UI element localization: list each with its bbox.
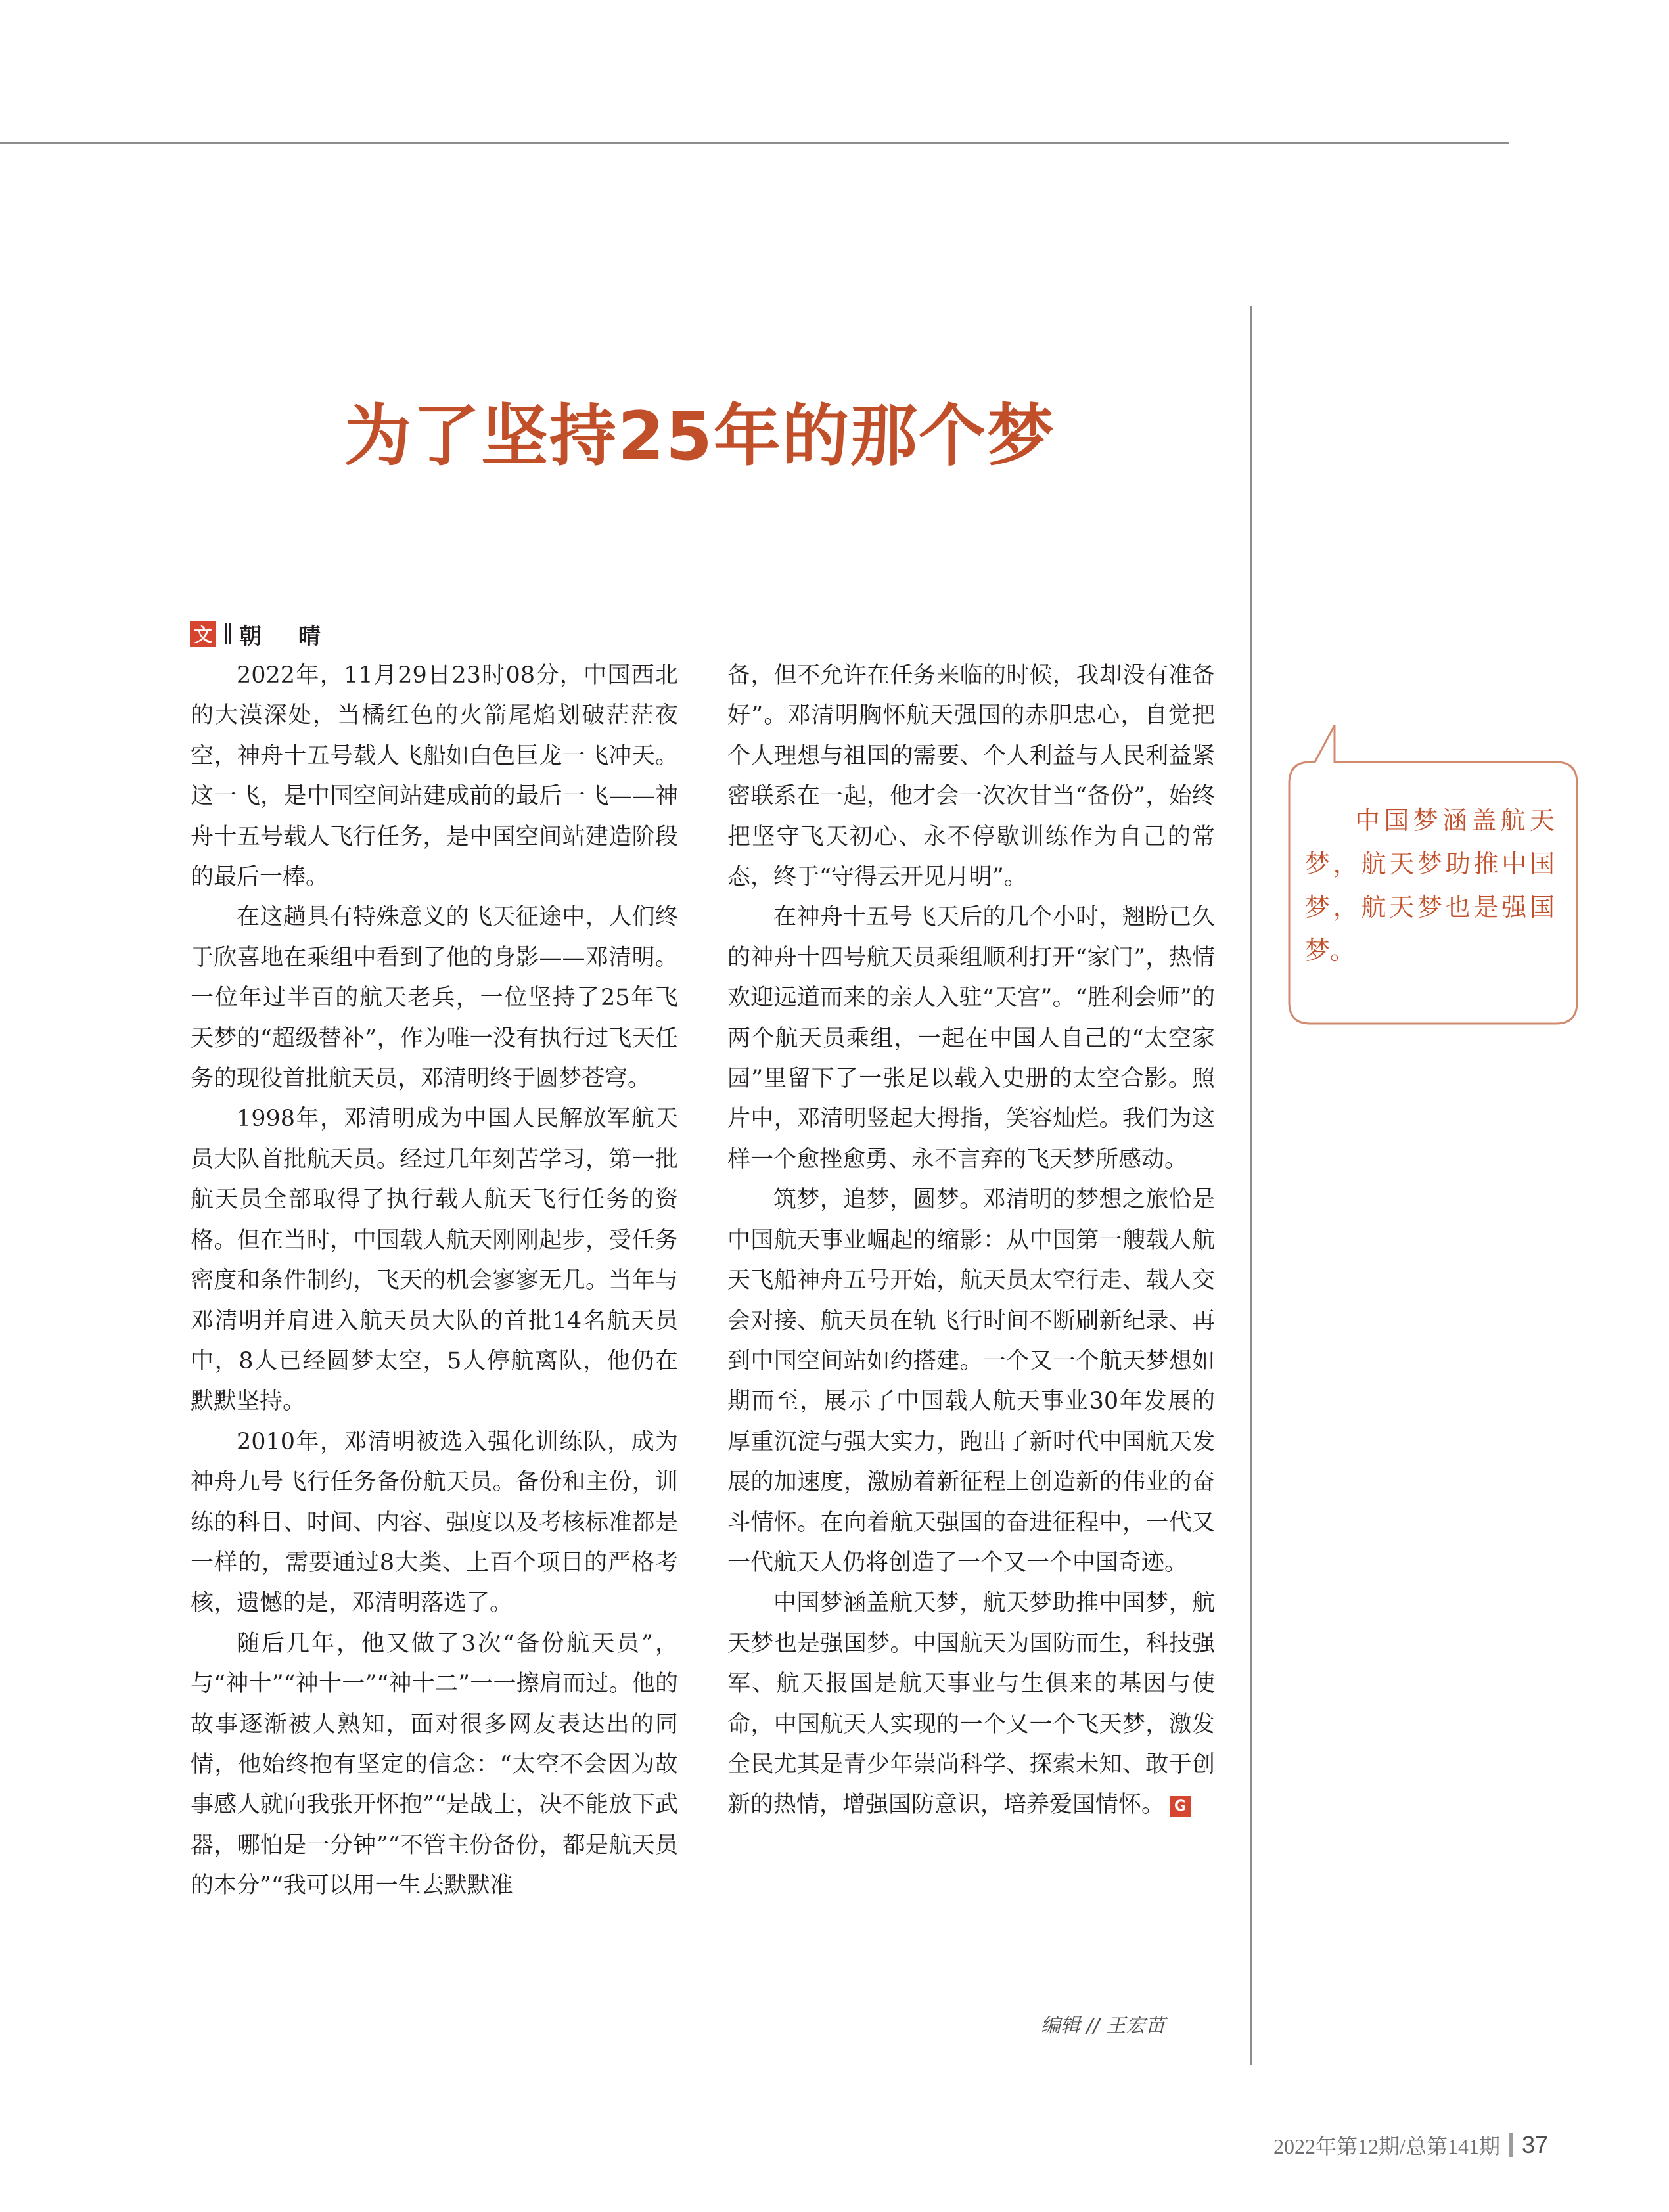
paragraph-final (727, 1583, 1215, 1825)
paragraph-continued: 备，但不允许在任务来临的时候，我却没有准备好”。邓清明胸怀航天强国的赤胆忠心，自觉把个人理想与祖国的需要、个人利益与人民利益紧密联系在一起，他才会一次次甘当“备份”，始终把坚守飞天初心、永不停歇训练作为自己的常态，终于“守得云开见月明”。 (727, 662, 1215, 891)
paragraph: 随后几年，他又做了3次“备份航天员”，与“神十”“神十一”“神十二”一一擦肩而过。他的故事逐渐被人熟知，面对很多网友表达出的同情，他始终抱有坚定的信念：“太空不会因为故事感人就向我张开怀抱”“是战士，决不能放下武器，哪怕是一分钟”“不管主份备份，都是航天员的本分”“我可以用一生去默默准 (191, 1630, 678, 1899)
folio (1273, 2130, 1548, 2160)
issue-info: 2022年第12期/总第141期 (1273, 2134, 1500, 2158)
paragraph: 2010年，邓清明被选入强化训练队，成为神舟九号飞行任务备份航天员。备份和主份，训练的科目、时间、内容、强度以及考核标准都是一样的，需要通过8大类、上百个项目的严格考核，遗憾的是，邓清明落选了。 (191, 1428, 678, 1617)
paragraph: 在神舟十五号飞天后的几个小时，翘盼已久的神舟十四号航天员乘组顺利打开“家门”，热情欢迎远道而来的亲人入驻“天宫”。“胜利会师”的两个航天员乘组，一起在中国人自己的“太空家园”里留下了一张足以载入史册的太空合影。照片中，邓清明竖起大拇指，笑容灿烂。我们为这样一个愈挫愈勇、永不言弃的飞天梦所感动。 (727, 904, 1215, 1173)
page-number: 37 (1521, 2131, 1548, 2158)
editor-credit: 编辑 // 王宏苗 (1041, 2014, 1166, 2037)
author-name: 朝 晴 (239, 623, 335, 650)
byline-mark-icon: 文 (190, 621, 216, 647)
paragraph: 2022年，11月29日23时08分，中国西北的大漠深处，当橘红色的火箭尾焰划破茫茫夜空，神舟十五号载人飞船如白色巨龙一飞冲天。这一飞，是中国空间站建成前的最后一飞——神舟十五号载人飞行任务，是中国空间站建造阶段的最后一棒。 (191, 662, 678, 891)
article-title: 为了坚持25年的那个梦 (344, 397, 1055, 476)
end-mark-icon: G (1170, 1796, 1191, 1817)
folio-divider (1509, 2133, 1513, 2157)
paragraph: 筑梦，追梦，圆梦。邓清明的梦想之旅恰是中国航天事业崛起的缩影：从中国第一艘载人航天飞船神舟五号开始，航天员太空行走、载人交会对接、航天员在轨飞行时间不断刷新纪录、再到中国空间站如约搭建。一个又一个航天梦想如期而至，展示了中国载人航天事业30年发展的厚重沉淀与强大实力，跑出了新时代中国航天发展的加速度，激励着新征程上创造新的伟业的奋斗情怀。在向着航天强国的奋进征程中，一代又一代航天人仍将创造了一个又一个中国奇迹。 (727, 1186, 1215, 1576)
pull-quote: 中国梦涵盖航天梦，航天梦助推中国梦，航天梦也是强国梦。 (1305, 806, 1555, 965)
paragraph-final-text: 中国梦涵盖航天梦，航天梦助推中国梦，航天梦也是强国梦。中国航天为国防而生，科技强军、航天报国是航天事业与生俱来的基因与使命，中国航天人实现的一个又一个飞天梦，激发全民尤其是青少年崇尚科学、探索未知、敢于创新的热情，增强国防意识，培养爱国情怀。 (727, 1590, 1215, 1818)
paragraph: 1998年，邓清明成为中国人民解放军航天员大队首批航天员。经过几年刻苦学习，第一批航天员全部取得了执行载人航天飞行任务的资格。但在当时，中国载人航天刚刚起步，受任务密度和条件制约，飞天的机会寥寥无几。当年与邓清明并肩进入航天员大队的首批14名航天员中，8人已经圆梦太空，5人停航离队，他仍在默默坚持。 (191, 1106, 678, 1415)
paragraph: 在这趟具有特殊意义的飞天征途中，人们终于欣喜地在乘组中看到了他的身影——邓清明。一位年过半百的航天老兵，一位坚持了25年飞天梦的“超级替补”，作为唯一没有执行过飞天任务的现役首批航天员，邓清明终于圆梦苍穹。 (191, 904, 678, 1093)
